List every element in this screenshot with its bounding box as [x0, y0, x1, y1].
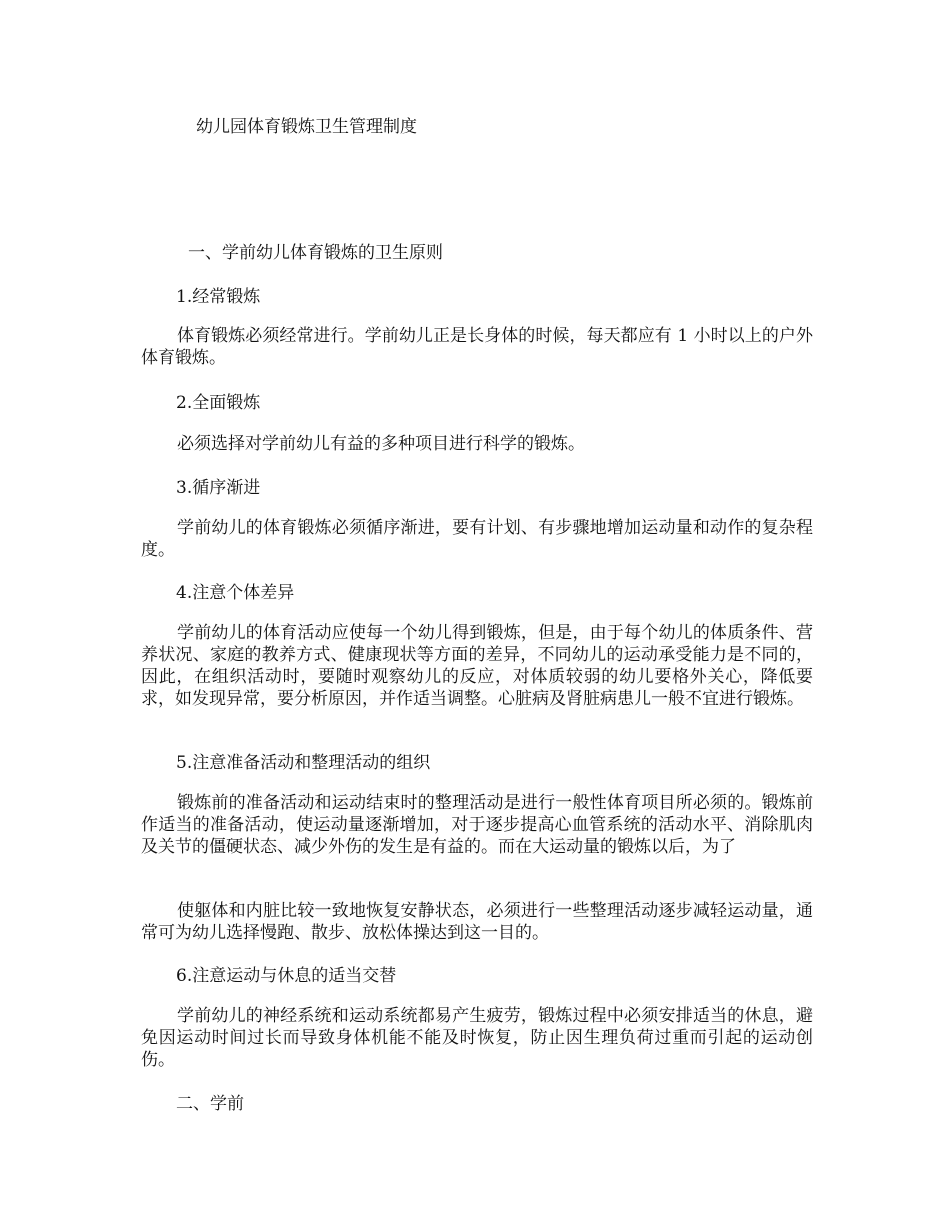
- document-title: 幼儿园体育锻炼卫生管理制度: [196, 117, 417, 137]
- item-heading-2: 2.全面锻炼: [176, 393, 261, 413]
- section-heading-2: 二、学前: [176, 1094, 244, 1114]
- item-paragraph-2: 必须选择对学前幼儿有益的多种项目进行科学的锻炼。: [177, 434, 585, 454]
- item-heading-1: 1.经常锻炼: [176, 287, 261, 307]
- item-heading-3: 3.循序渐进: [176, 478, 261, 498]
- item-paragraph-4: 学前幼儿的体育活动应使每一个幼儿得到锻炼，但是，由于每个幼儿的体质条件、营养状况、家庭的教养方式、健康现状等方面的差异，不同幼儿的运动承受能力是不同的，因此，在组织活动时，要随时观察幼儿的反应，对体质较弱的幼儿要格外关心，降低要求，如发现异常，要分析原因，并作适当调整。心脏病及肾脏病患儿一般不宜进行锻炼。: [141, 623, 813, 709]
- item-heading-6: 6.注意运动与休息的适当交替: [176, 966, 397, 986]
- section-heading-1: 一、学前幼儿体育锻炼的卫生原则: [188, 243, 443, 263]
- item-paragraph-3: 学前幼儿的体育锻炼必须循序渐进，要有计划、有步骤地增加运动量和动作的复杂程度。: [141, 518, 813, 560]
- item-heading-4: 4.注意个体差异: [176, 583, 295, 603]
- item-paragraph-5-continued: 使躯体和内脏比较一致地恢复安静状态，必须进行一些整理活动逐步减轻运动量，通常可为幼儿选择慢跑、散步、放松体操达到这一目的。: [141, 901, 813, 943]
- item-paragraph-6: 学前幼儿的神经系统和运动系统都易产生疲劳，锻炼过程中必须安排适当的休息，避免因运动时间过长而导致身体机能不能及时恢复，防止因生理负荷过重而引起的运动创伤。: [141, 1006, 813, 1070]
- item-paragraph-1: 体育锻炼必须经常进行。学前幼儿正是长身体的时候，每天都应有 1 小时以上的户外体育锻炼。: [141, 326, 813, 368]
- item-paragraph-5: 锻炼前的准备活动和运动结束时的整理活动是进行一般性体育项目所必须的。锻炼前作适当的准备活动，使运动量逐渐增加，对于逐步提高心血管系统的活动水平、消除肌肉及关节的僵硬状态、减少外伤的发生是有益的。而在大运动量的锻炼以后，为了: [141, 793, 813, 857]
- item-heading-5: 5.注意准备活动和整理活动的组织: [176, 753, 431, 773]
